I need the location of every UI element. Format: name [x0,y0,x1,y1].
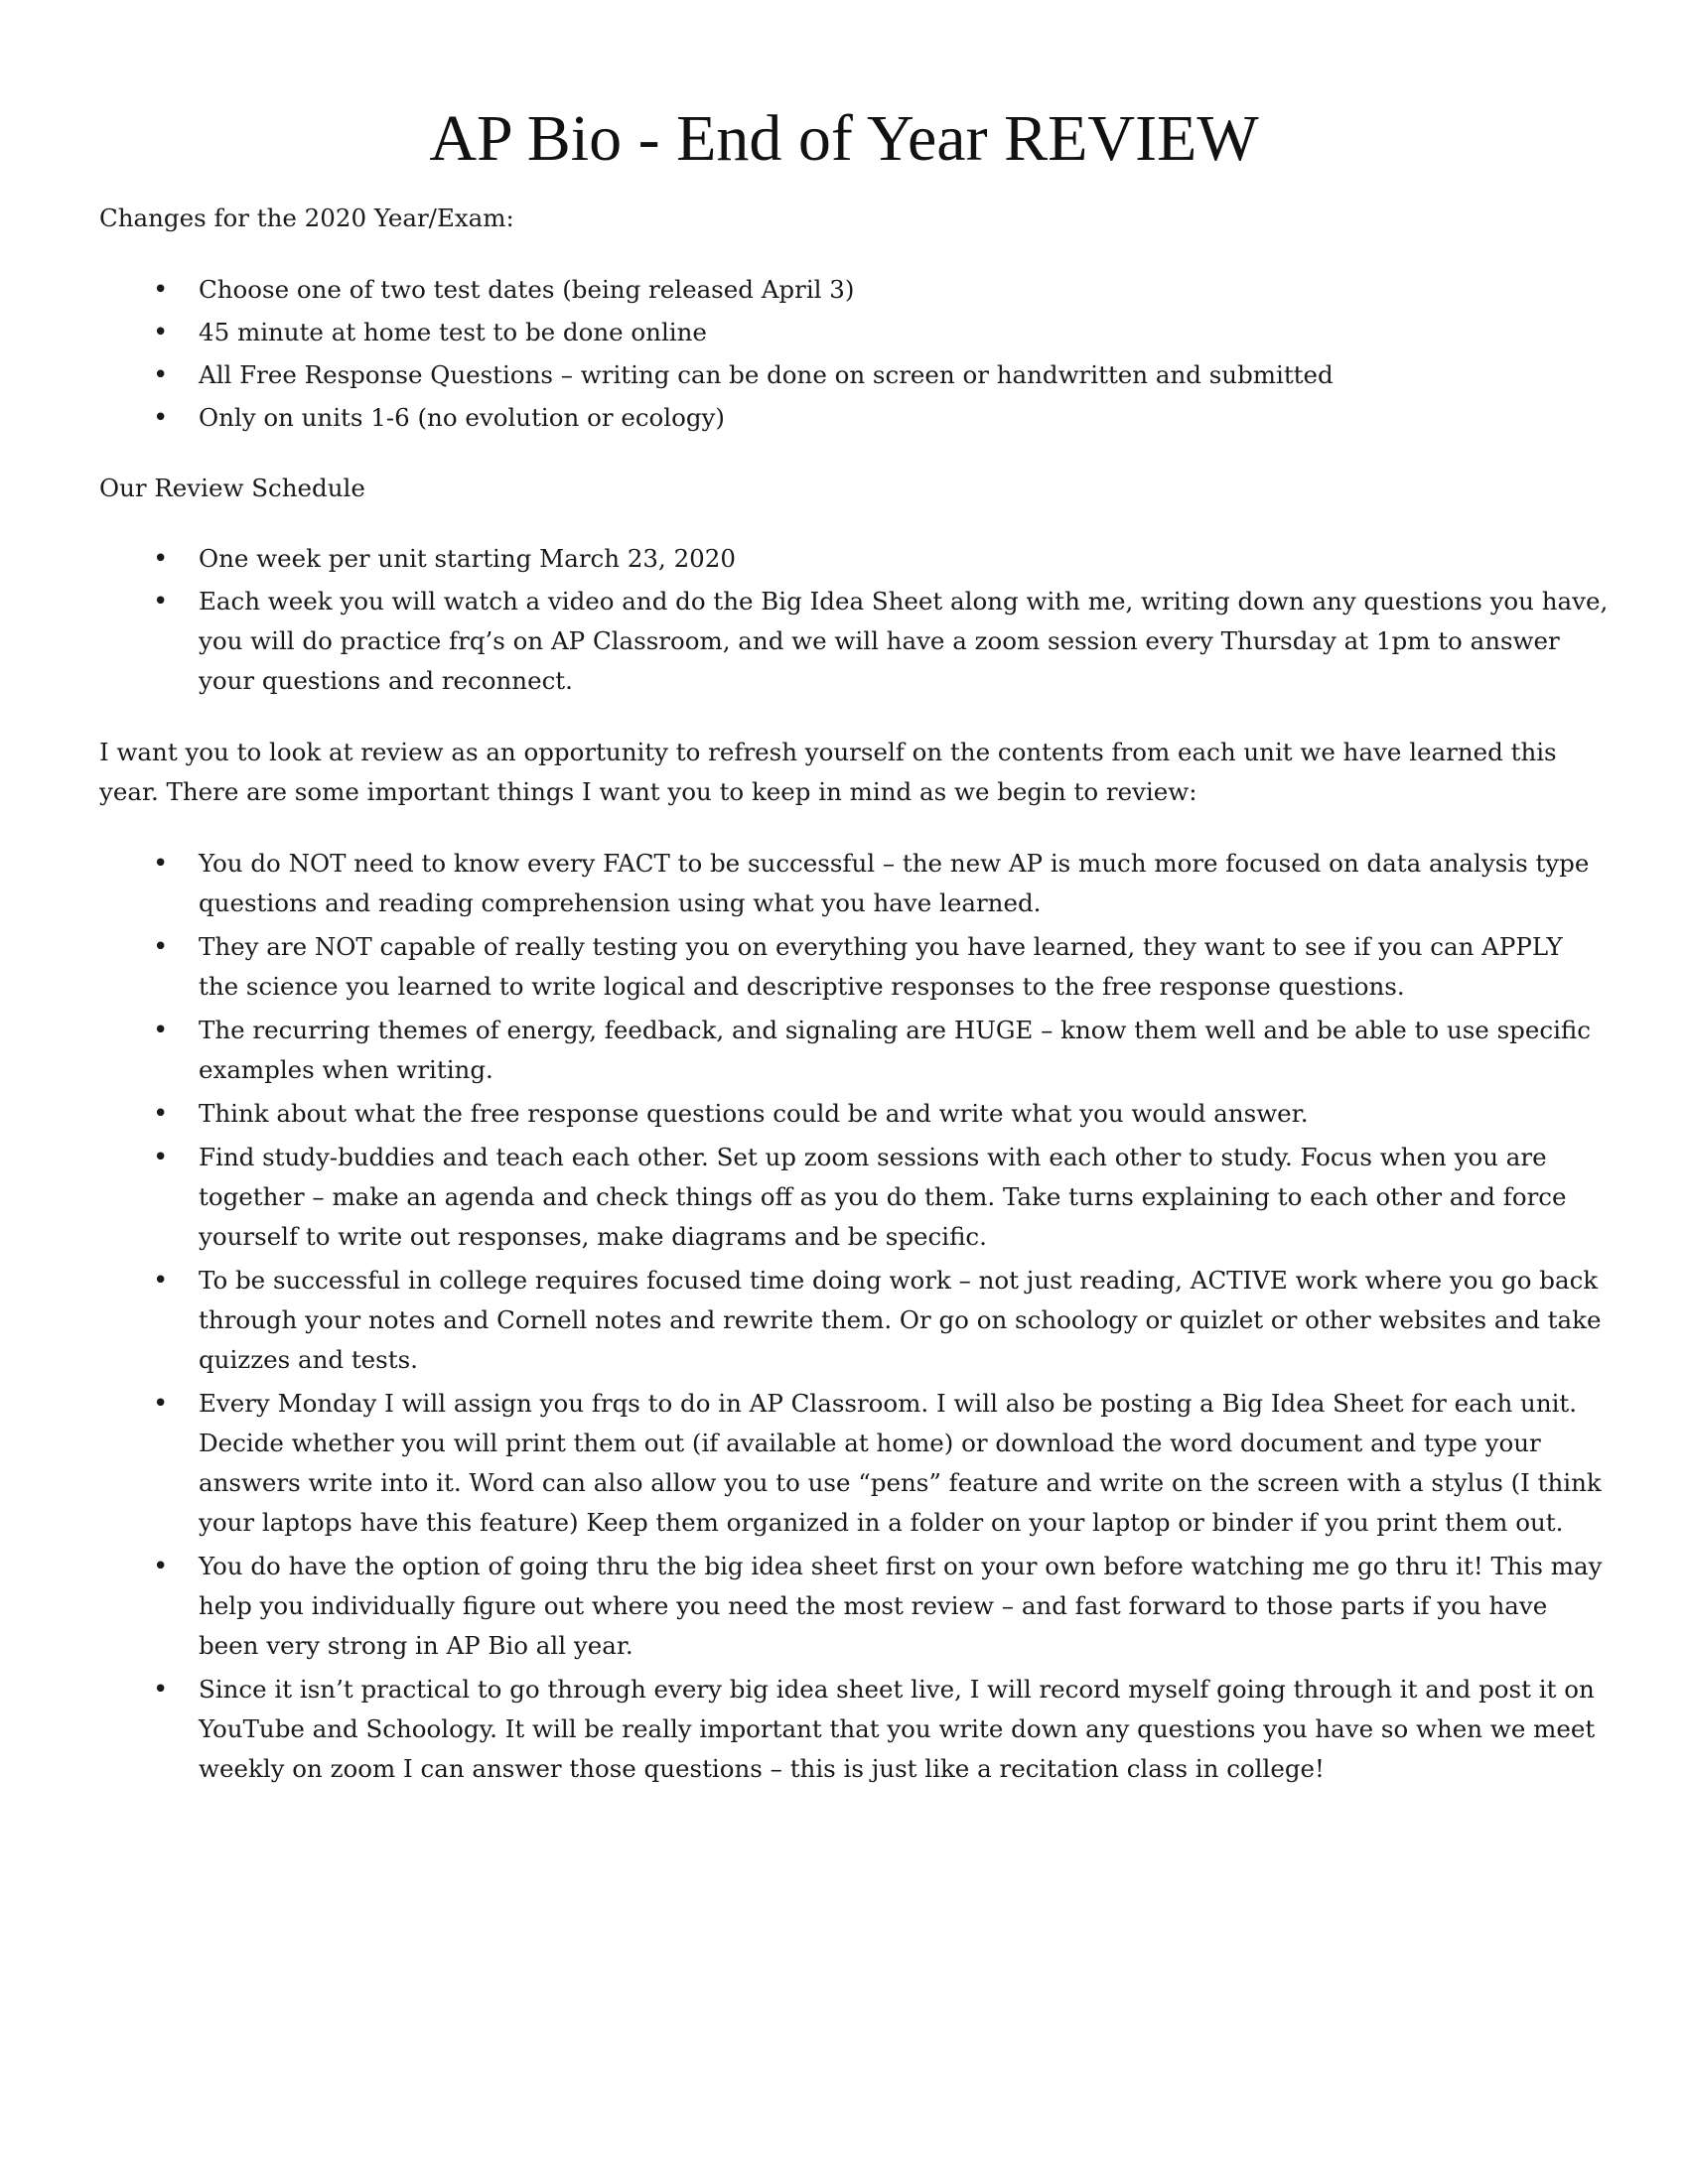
list-item: • To be successful in college requires focused time doing work – not just reading, ACTIVE work where you go back through your notes and Cornell notes and rewrite them. Or go on schoology or quizlet or other websites and take quizzes and tests. [99,1261,1609,1380]
document-body [99,199,1609,1793]
list-item: • Think about what the free response questions could be and write what you would answer. [99,1094,1609,1134]
schedule-heading: Our Review Schedule [99,474,365,502]
list-item: • You do NOT need to know every FACT to be successful – the new AP is much more focused on data analysis type questions and reading comprehension using what you have learned. [99,844,1609,923]
list-item: • All Free Response Questions – writing can be done on screen or handwritten and submitted [99,355,1609,395]
list-item: • Since it isn’t practical to go through every big idea sheet live, I will record myself going through it and post it on YouTube and Schoology. It will be really important that you write down any questions you have so when we meet weekly on zoom I can answer those questions – this is just like a recitation class in college! [99,1670,1609,1789]
list-item: • Every Monday I will assign you frqs to do in AP Classroom. I will also be posting a Big Idea Sheet for each unit. Decide whether you will print them out (if available at home) or download the word document and type your answers write into it. Word can also allow you to use “pens” feature and write on the screen with a stylus (I think your laptops have this feature) Keep them organized in a folder on your laptop or binder if you print them out. [99,1384,1609,1543]
changes-heading: Changes for the 2020 Year/Exam: [99,204,514,232]
list-item: • They are NOT capable of really testing you on everything you have learned, they want to see if you can APPLY the science you learned to write logical and descriptive responses to the free response questions. [99,927,1609,1007]
list-item: • 45 minute at home test to be done online [99,313,1609,352]
list-item: • One week per unit starting March 23, 2020 [99,539,1609,579]
list-item: • Each week you will watch a video and do the Big Idea Sheet along with me, writing down any questions you have, you will do practice frq’s on AP Classroom, and we will have a zoom session every Thursday at 1pm to answer your questions and reconnect. [99,582,1609,701]
list-item: • Choose one of two test dates (being released April 3) [99,270,1609,310]
list-item: • The recurring themes of energy, feedback, and signaling are HUGE – know them well and be able to use specific examples when writing. [99,1011,1609,1090]
tips-list [99,844,1609,1789]
list-item: • Only on units 1-6 (no evolution or ecology) [99,398,1609,438]
schedule-list [99,539,1609,701]
list-item: • You do have the option of going thru the big idea sheet first on your own before watching me go thru it! This may help you individually figure out where you need the most review – and fast forward to those parts if you have been very strong in AP Bio all year. [99,1547,1609,1666]
list-item: • Find study-buddies and teach each other. Set up zoom sessions with each other to study. Focus when you are together – make an agenda and check things off as you do them. Take turns explaining to each other and force yourself to write out responses, make diagrams and be specific. [99,1138,1609,1257]
intro-paragraph: I want you to look at review as an opportunity to refresh yourself on the contents from each unit we have learned this year. There are some important things I want you to keep in mind as we begin to review: [99,738,1557,806]
page-title: AP Bio - End of Year REVIEW [429,102,1259,175]
changes-list [99,270,1609,438]
